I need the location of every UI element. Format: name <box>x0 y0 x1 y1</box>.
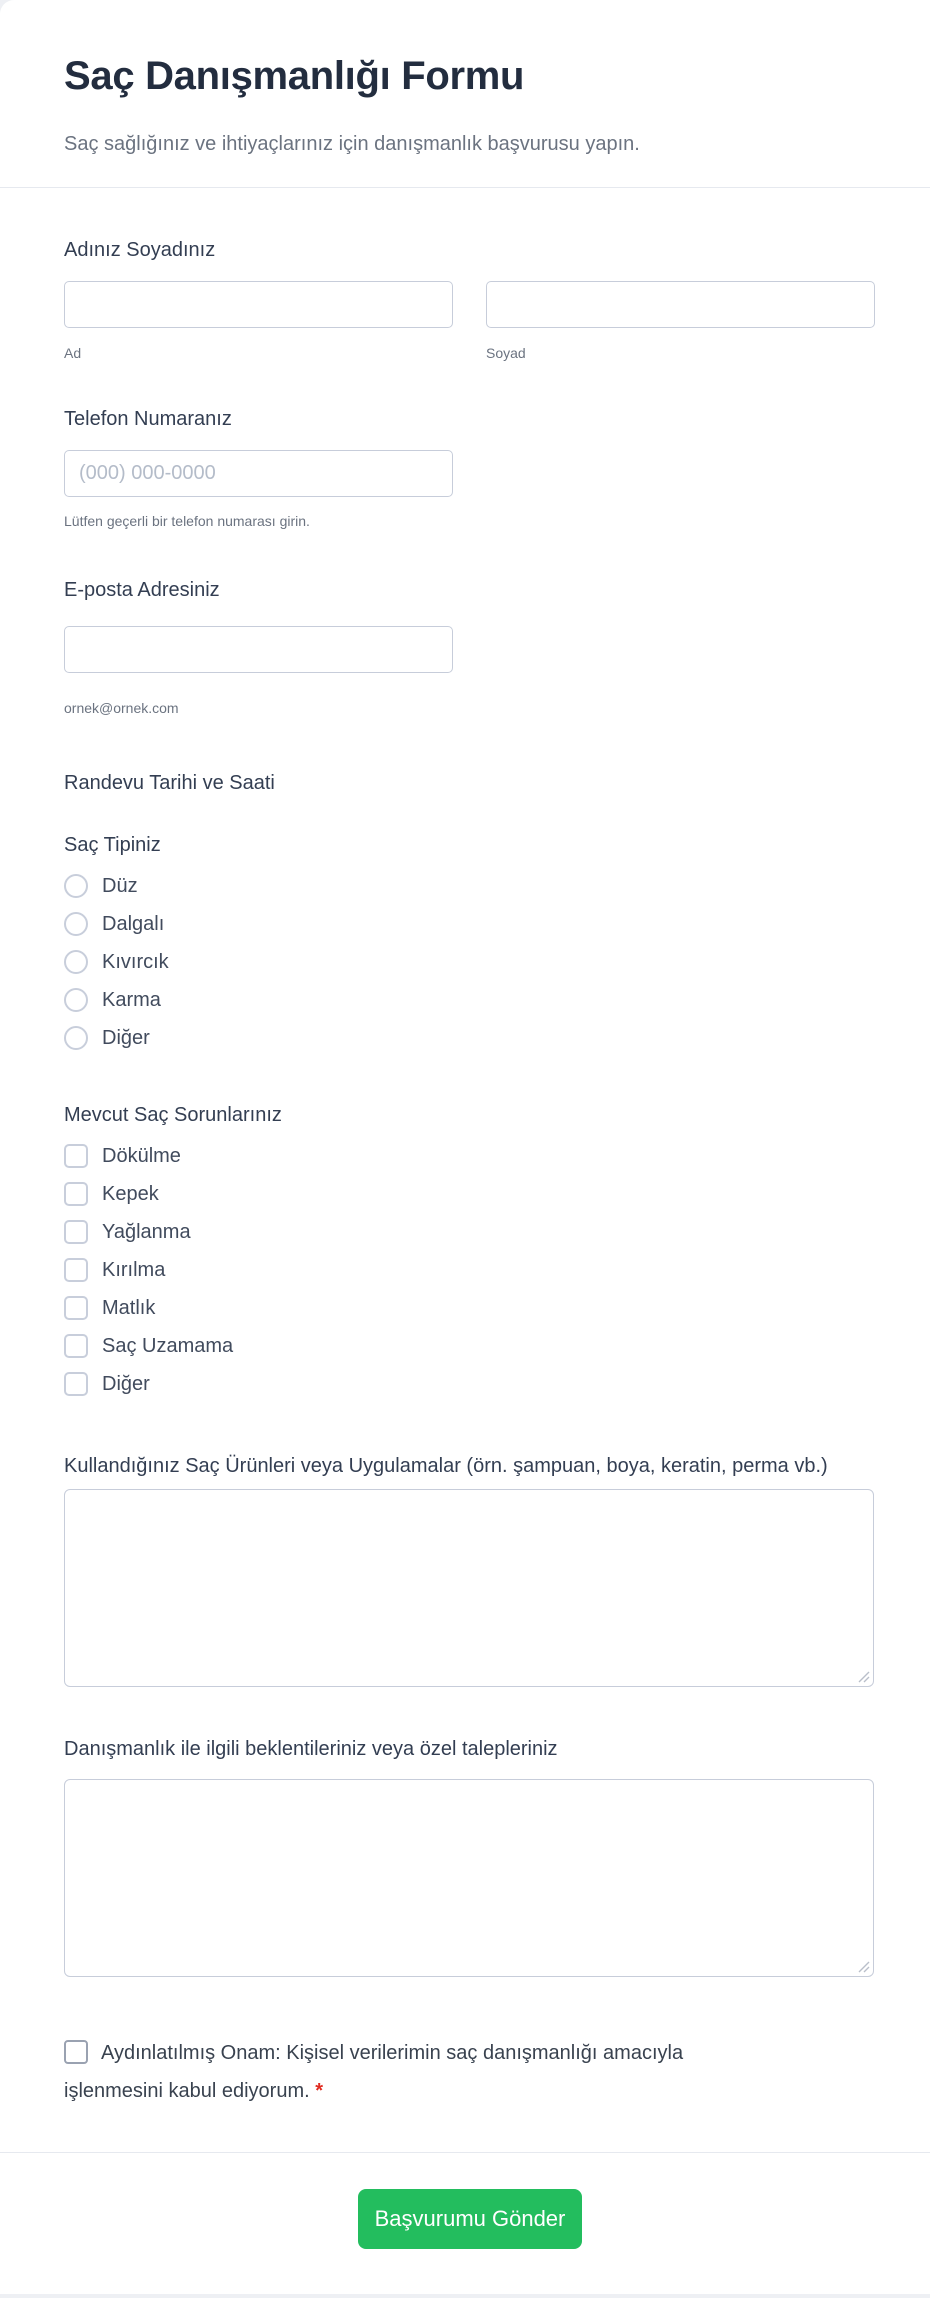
checkbox-option-row[interactable] <box>64 1334 233 1358</box>
radio-option-label: Diğer <box>102 1027 150 1049</box>
products-textarea-wrap <box>64 1489 874 1687</box>
hair-type-options <box>64 874 169 1064</box>
radio-option-label: Dalgalı <box>102 913 165 935</box>
radio-option-label: Düz <box>102 875 138 897</box>
checkbox-option-row[interactable] <box>64 1296 233 1320</box>
email-field-label: E-posta Adresiniz <box>64 579 220 601</box>
expectations-field-label: Danışmanlık ile ilgili beklentileriniz veya özel talepleriniz <box>64 1738 558 1760</box>
radio-circle-icon[interactable] <box>64 1026 88 1050</box>
radio-option-row[interactable] <box>64 1026 169 1050</box>
last-name-input[interactable] <box>486 281 875 328</box>
required-asterisk: * <box>315 2080 324 2102</box>
checkbox-box-icon[interactable] <box>64 1258 88 1282</box>
checkbox-option-label: Kırılma <box>102 1259 166 1281</box>
radio-option-row[interactable] <box>64 874 169 898</box>
consent-checkbox[interactable] <box>64 2040 88 2064</box>
checkbox-option-label: Diğer <box>102 1373 150 1395</box>
checkbox-box-icon[interactable] <box>64 1334 88 1358</box>
email-input[interactable] <box>64 626 453 673</box>
checkbox-box-icon[interactable] <box>64 1182 88 1206</box>
submit-button-label: Başvurumu Gönder <box>374 2206 566 2231</box>
checkbox-box-icon[interactable] <box>64 1296 88 1320</box>
hair-type-label: Saç Tipiniz <box>64 834 161 856</box>
checkbox-box-icon[interactable] <box>64 1220 88 1244</box>
first-name-input[interactable] <box>64 281 453 328</box>
header-divider <box>0 187 930 188</box>
radio-option-label: Karma <box>102 989 161 1011</box>
email-helper-text: ornek@ornek.com <box>64 700 179 716</box>
expectations-textarea-wrap <box>64 1779 874 1977</box>
consent-text: Aydınlatılmış Onam: Kişisel verilerimin saç danışmanlığı amacıyla işlenmesini kabul ediyorum. <box>64 2042 684 2102</box>
radio-option-row[interactable] <box>64 912 169 936</box>
radio-option-row[interactable] <box>64 950 169 974</box>
expectations-textarea[interactable] <box>64 1779 874 1977</box>
checkbox-option-label: Kepek <box>102 1183 159 1205</box>
checkbox-option-row[interactable] <box>64 1372 233 1396</box>
checkbox-option-label: Yağlanma <box>102 1221 191 1243</box>
checkbox-option-row[interactable] <box>64 1182 233 1206</box>
products-textarea[interactable] <box>64 1489 874 1687</box>
radio-circle-icon[interactable] <box>64 874 88 898</box>
checkbox-option-row[interactable] <box>64 1220 233 1244</box>
radio-circle-icon[interactable] <box>64 988 88 1012</box>
phone-input[interactable] <box>64 450 453 497</box>
appointment-field-label: Randevu Tarihi ve Saati <box>64 772 275 794</box>
submit-button[interactable] <box>358 2189 582 2249</box>
checkbox-box-icon[interactable] <box>64 1144 88 1168</box>
page-title: Saç Danışmanlığı Formu <box>64 54 525 98</box>
checkbox-option-row[interactable] <box>64 1258 233 1282</box>
hair-problems-label: Mevcut Saç Sorunlarınız <box>64 1104 282 1126</box>
consent-row[interactable] <box>64 2034 754 2110</box>
phone-helper-text: Lütfen geçerli bir telefon numarası girin. <box>64 513 310 529</box>
checkbox-box-icon[interactable] <box>64 1372 88 1396</box>
radio-circle-icon[interactable] <box>64 950 88 974</box>
checkbox-option-label: Matlık <box>102 1297 156 1319</box>
footer-divider <box>0 2152 930 2153</box>
checkbox-option-row[interactable] <box>64 1144 233 1168</box>
radio-circle-icon[interactable] <box>64 912 88 936</box>
checkbox-option-label: Dökülme <box>102 1145 181 1167</box>
products-field-label: Kullandığınız Saç Ürünleri veya Uygulamalar (örn. şampuan, boya, keratin, perma vb.) <box>64 1455 828 1477</box>
page-subtitle: Saç sağlığınız ve ihtiyaçlarınız için danışmanlık başvurusu yapın. <box>64 133 640 155</box>
last-name-sublabel: Soyad <box>486 345 526 361</box>
phone-field-label: Telefon Numaranız <box>64 408 232 430</box>
first-name-sublabel: Ad <box>64 345 82 361</box>
checkbox-option-label: Saç Uzamama <box>102 1335 234 1357</box>
name-field-label: Adınız Soyadınız <box>64 239 216 261</box>
hair-problems-options <box>64 1144 233 1410</box>
radio-option-label: Kıvırcık <box>102 951 169 973</box>
radio-option-row[interactable] <box>64 988 169 1012</box>
